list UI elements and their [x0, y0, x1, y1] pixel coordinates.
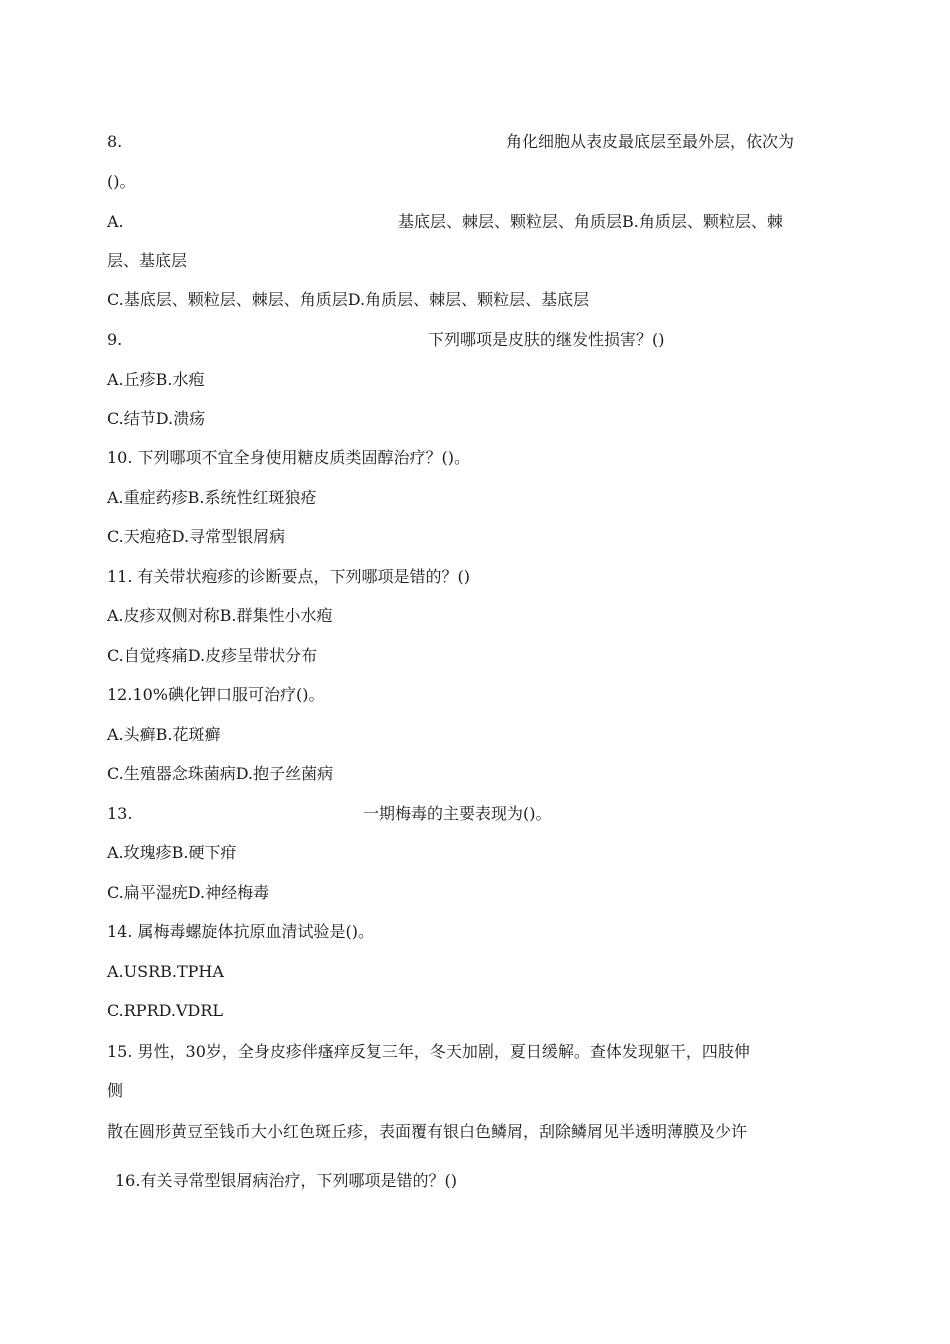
question-text: 角化细胞从表皮最底层至最外层，依次为 — [506, 132, 795, 151]
question-8-options-ab-cont: 层、基底层 — [107, 251, 188, 270]
question-number: 8. — [107, 132, 123, 151]
question-9-options-ab: A.丘疹B.水疱 — [107, 370, 205, 389]
question-10-options-cd: C.天疱疮D.寻常型银屑病 — [107, 527, 286, 546]
question-text: 一期梅毒的主要表现为()。 — [363, 804, 552, 823]
question-8-options-ab — [107, 211, 837, 233]
question-12-stem: 12.10%碘化钾口服可治疗()。 — [107, 685, 325, 704]
question-15-stem: 15. 男性，30岁，全身皮疹伴瘙痒反复三年，冬天加剧，夏日缓解。查体发现躯干，四肢伸 — [107, 1042, 750, 1061]
question-11-options-cd: C.自觉疼痛D.皮疹呈带状分布 — [107, 646, 318, 665]
question-number: 13. — [107, 804, 133, 823]
question-9-stem — [107, 329, 837, 351]
question-12-options-ab: A.头癣B.花斑癣 — [107, 725, 221, 744]
question-13-stem — [107, 803, 837, 825]
question-11-stem: 11. 有关带状疱疹的诊断要点，下列哪项是错的？() — [107, 567, 471, 586]
question-15-stem-cont-2: 散在圆形黄豆至钱币大小红色斑丘疹，表面覆有银白色鳞屑，刮除鳞屑见半透明薄膜及少许 — [107, 1122, 748, 1141]
question-10-options-ab: A.重症药疹B.系统性红斑狼疮 — [107, 488, 317, 507]
question-10-stem: 10. 下列哪项不宜全身使用糖皮质类固醇治疗？()。 — [107, 448, 471, 467]
question-14-options-cd: C.RPRD.VDRL — [107, 1001, 224, 1020]
question-8-options-cd: C.基底层、颗粒层、棘层、角质层D.角质层、棘层、颗粒层、基底层 — [107, 290, 590, 309]
question-12-options-cd: C.生殖器念珠菌病D.抱子丝菌病 — [107, 764, 334, 783]
option-text: 基底层、棘层、颗粒层、角质层B.角质层、颗粒层、棘 — [398, 212, 783, 231]
question-13-options-ab: A.玫瑰疹B.硬下疳 — [107, 843, 237, 862]
question-14-stem: 14. 属梅毒螺旋体抗原血清试验是()。 — [107, 922, 375, 941]
question-11-options-ab: A.皮疹双侧对称B.群集性小水疱 — [107, 606, 333, 625]
question-15-stem-cont: 侧 — [107, 1081, 124, 1100]
question-text: 下列哪项是皮肤的继发性损害？() — [428, 330, 665, 349]
question-8-stem — [107, 131, 837, 153]
question-8-stem-cont: ()。 — [107, 172, 136, 191]
question-14-options-ab: A.USRB.TPHA — [107, 962, 224, 981]
question-16-stem: 16.有关寻常型银屑病治疗，下列哪项是错的？() — [115, 1171, 457, 1190]
question-13-options-cd: C.扁平湿疣D.神经梅毒 — [107, 883, 270, 902]
question-number: 9. — [107, 330, 123, 349]
option-label: A. — [107, 212, 124, 231]
question-9-options-cd: C.结节D.溃疡 — [107, 409, 206, 428]
